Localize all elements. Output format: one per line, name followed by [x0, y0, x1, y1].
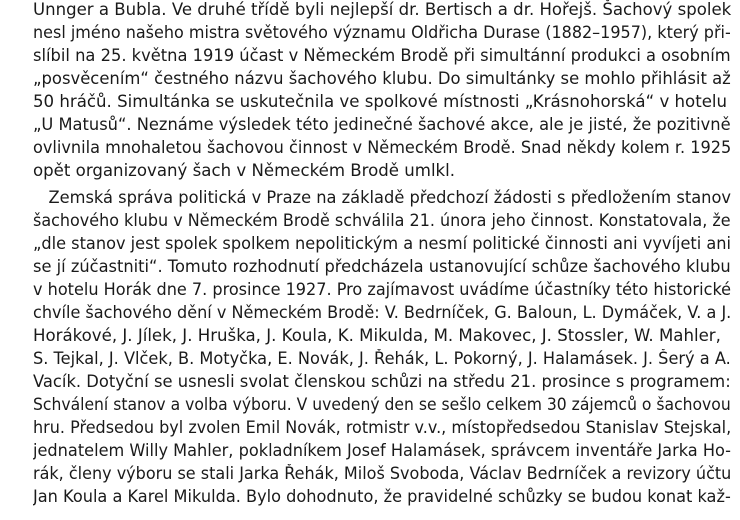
document-page: [33, 0, 733, 520]
text-line: nesl jméno našeho mistra světového významu Oldřicha Durase (1882–1957), který při-: [33, 23, 731, 42]
text-line: Horákové, J. Jílek, J. Hruška, J. Koula, K. Mikulda, M. Makovec, J. Stossler, W. Mahler,: [33, 326, 721, 345]
text-line: „U Matusů“. Neznáme výsledek této jedinečné šachové akce, ale je jisté, že pozitivně: [33, 115, 731, 134]
text-line: hru. Předsedou byl zvolen Emil Novák, rotmistr v.v., místopředsedou Stanislav Stejskal,: [33, 418, 732, 437]
text-line: ovlivnila mnohaletou šachovou činnost v Německém Brodě. Snad někdy kolem r. 1925: [33, 138, 732, 157]
text-line: Jan Koula a Karel Mikulda. Bylo dohodnuto, že pravidelné schůzky se budou konat kaž-: [33, 487, 731, 506]
text-line: slíbil na 25. května 1919 účast v Německém Brodě při simultánní produkci a osobním: [33, 46, 731, 65]
text-line: „posvěcením“ čestného názvu šachového klubu. Do simultánky se mohlo přihlásit až: [33, 69, 731, 88]
text-line: v hotelu Horák dne 7. prosince 1927. Pro zajímavost uvádíme účastníky této historické: [33, 280, 732, 299]
text-line: chvíle šachového dění v Německém Brodě: V. Bedrníček, G. Baloun, L. Dymáček, V. a J.: [33, 303, 732, 322]
text-line: jednatelem Willy Mahler, pokladníkem Josef Halamásek, správcem inventáře Jarka Ho-: [33, 441, 731, 460]
text-line: „dle stanov jest spolek spolkem nepolitickým a nesmí politické činnosti ani vyvíjeti ani: [33, 234, 731, 253]
text-line: rák, členy výboru se stali Jarka Řehák, Miloš Svoboda, Václav Bedrníček a revizory účtu: [33, 464, 732, 483]
text-line: Schválení stanov a volba výboru. V uvedený den se sešlo celkem 30 zájemců o šachovou: [33, 395, 731, 414]
text-line: opět organizovaný šach v Německém Brodě umlkl.: [33, 161, 456, 180]
text-line: se jí zúčastniti“. Tomuto rozhodnutí předcházela ustanovující schůze šachového klubu: [33, 257, 731, 276]
text-line: 50 hráčů. Simultánka se uskutečnila ve spolkové místnosti „Krásnohorská“ v hotelu: [33, 92, 728, 111]
text-line: Unnger a Bubla. Ve druhé třídě byli nejlepší dr. Bertisch a dr. Hořejš. Šachový spolek: [33, 0, 732, 19]
text-line: šachového klubu v Německém Brodě schválila 21. února jeho činnost. Konstatovala, že: [33, 211, 731, 230]
text-line: S. Tejkal, J. Vlček, B. Motyčka, E. Novák, J. Řehák, L. Pokorný, J. Halamásek. J. Šerý a A.: [33, 349, 731, 368]
paragraph-start-line: Zemská správa politická v Praze na základě předchozí žádosti s předložením stanov: [33, 188, 732, 207]
text-line: Vacík. Dotyční se usnesli svolat členskou schůzi na středu 21. prosince s programem:: [33, 372, 731, 391]
